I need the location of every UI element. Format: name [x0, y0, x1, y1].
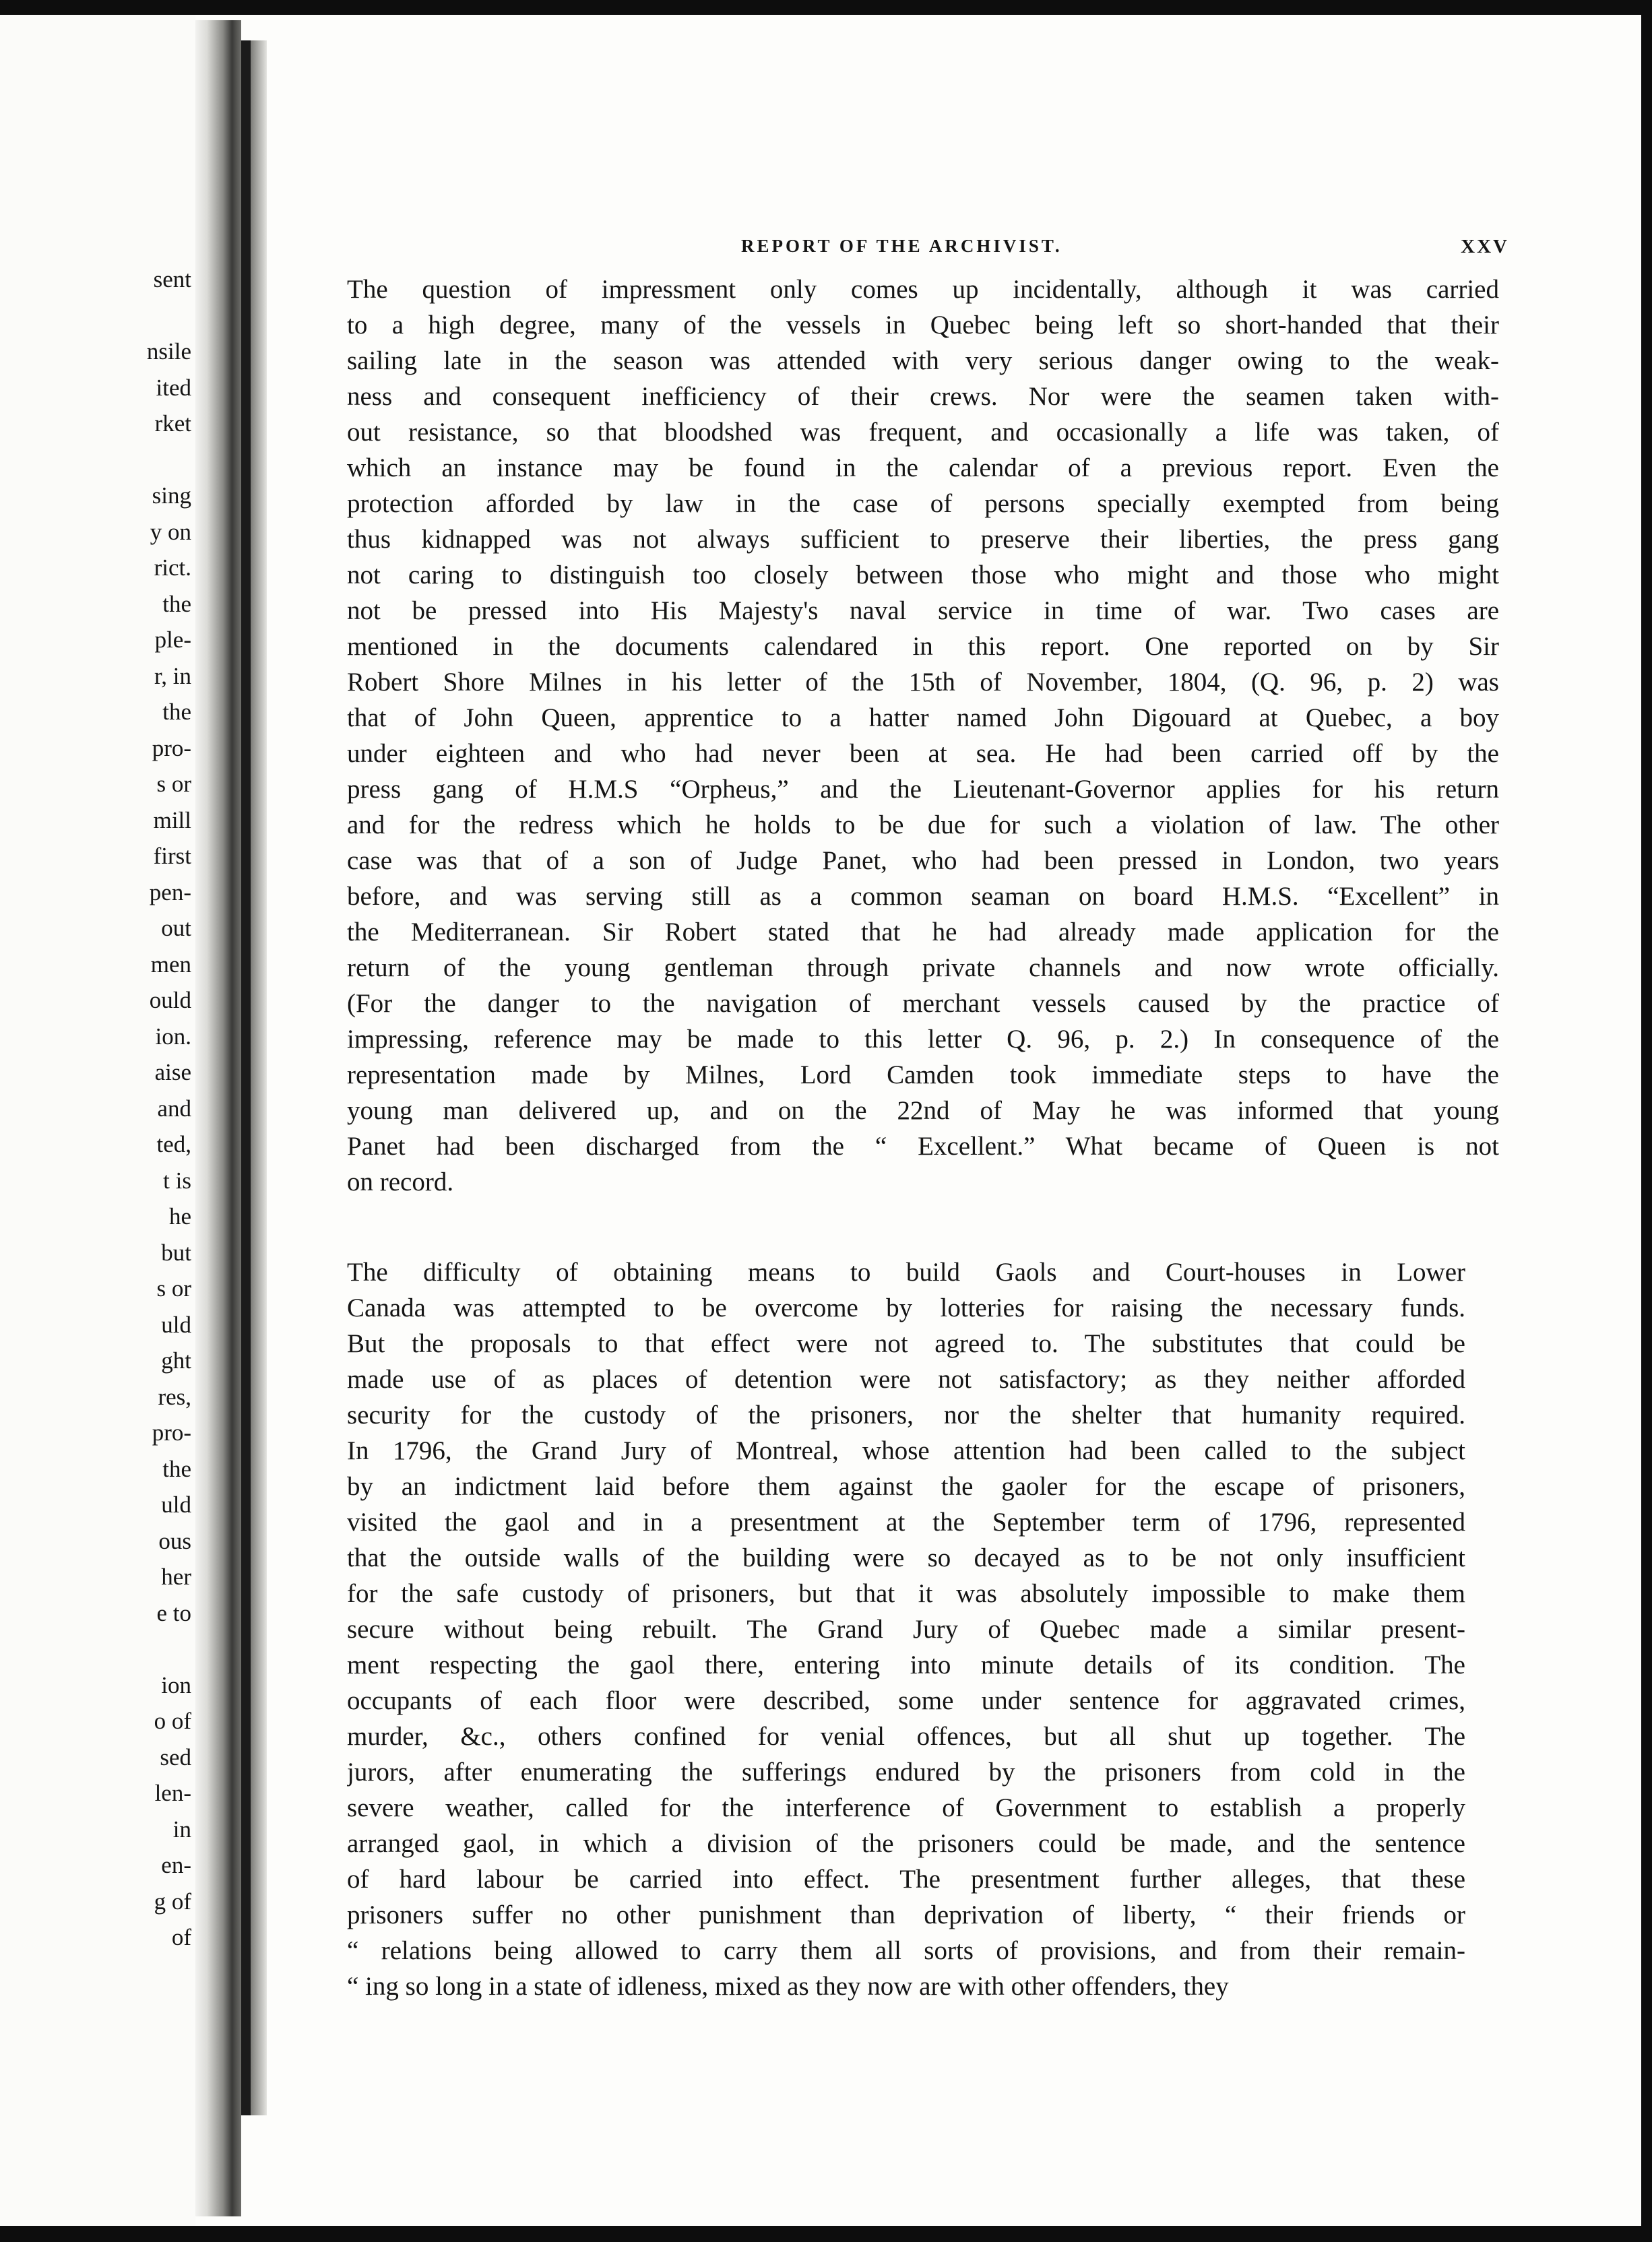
left-fragment-line: her [161, 1564, 191, 1590]
text-line: arranged gaol, in which a division of the prisoners could be made, and the sentence [347, 1829, 1465, 1858]
left-fragment-line: e to [156, 1599, 191, 1626]
text-line: under eighteen and who had never been at sea. He had been carried off by the [347, 739, 1499, 768]
text-line: ment respecting the gaol there, entering into minute details of its condition. The [347, 1651, 1465, 1679]
text-line: case was that of a son of Judge Panet, who had been pressed in London, two years [347, 846, 1499, 875]
left-fragment-line: rket [154, 410, 191, 437]
left-fragment-line: ght [161, 1347, 191, 1374]
text-line: ness and consequent inefficiency of their crews. Nor were the seamen taken with- [347, 382, 1499, 411]
left-fragment-line: the [162, 699, 191, 725]
left-fragment-line: ion [161, 1671, 191, 1698]
text-line: jurors, after enumerating the sufferings endured by the prisoners from cold in the [347, 1758, 1465, 1787]
text-line: the Mediterranean. Sir Robert stated that he had already made application for the [347, 918, 1499, 947]
left-fragment-line: o of [154, 1708, 191, 1734]
left-fragment-line: nsile [146, 338, 191, 364]
left-fragment-line: sed [160, 1743, 191, 1770]
text-line: protection afforded by law in the case of persons specially exempted from being [347, 489, 1499, 518]
left-fragment-line: of [171, 1924, 191, 1950]
page-header [741, 236, 1509, 269]
text-line: occupants of each floor were described, some under sentence for aggravated crimes, [347, 1686, 1465, 1715]
text-line: But the proposals to that effect were not agreed to. The substitutes that could be [347, 1329, 1465, 1358]
text-line: press gang of H.M.S “Orpheus,” and the Lieutenant-Governor applies for his return [347, 775, 1499, 804]
text-line: The question of impressment only comes up incidentally, although it was carried [347, 275, 1499, 304]
text-line: murder, &c., others confined for venial offences, but all shut up together. The [347, 1722, 1465, 1751]
text-line: not be pressed into His Majesty's naval service in time of war. Two cases are [347, 596, 1499, 625]
text-line: impressing, reference may be made to this letter Q. 96, p. 2.) In consequence of the [347, 1025, 1499, 1054]
text-line: secure without being rebuilt. The Grand Jury of Quebec made a similar present- [347, 1615, 1465, 1644]
left-fragment-line: ple- [154, 627, 191, 653]
left-fragment-line: men [150, 951, 191, 978]
text-line: on record. [347, 1167, 454, 1196]
left-fragment-line: t is [163, 1167, 191, 1194]
text-line: to a high degree, many of the vessels in Quebec being left so short-handed that their [347, 311, 1499, 340]
left-fragment-line: ous [158, 1527, 191, 1554]
left-fragment-line: and [157, 1095, 191, 1122]
text-line: by an indictment laid before them against the gaoler for the escape of prisoners, [347, 1472, 1465, 1501]
paragraph-impressment [347, 271, 1499, 1200]
left-fragment-line: ted, [156, 1131, 191, 1157]
text-line: for the safe custody of prisoners, but that it was absolutely impossible to make them [347, 1579, 1465, 1608]
page-number: XXV [1461, 236, 1509, 257]
left-fragment-line: pro- [152, 1419, 191, 1446]
left-fragment-line: ion. [155, 1023, 191, 1050]
text-line: which an instance may be found in the calendar of a previous report. Even the [347, 453, 1499, 482]
text-line: not caring to distinguish too closely between those who might and those who might [347, 560, 1499, 589]
scan-border-top [0, 0, 1652, 15]
left-fragment-line: len- [154, 1780, 191, 1806]
text-line: Canada was attempted to be overcome by lotteries for raising the necessary funds. [347, 1293, 1465, 1322]
left-fragment-line: r, in [154, 662, 191, 689]
left-fragment-line: y on [150, 518, 191, 545]
left-fragment-line: out [161, 915, 191, 941]
left-fragment-line [0, 1631, 195, 1667]
left-fragment-line: sing [152, 482, 191, 509]
left-fragment-line: s or [156, 1275, 191, 1302]
text-line: prisoners suffer no other punishment than deprivation of liberty, “ their friends or [347, 1900, 1465, 1929]
text-line: that the outside walls of the building were so decayed as to be not only insufficient [347, 1543, 1465, 1572]
text-line: (For the danger to the navigation of merchant vessels caused by the practice of [347, 989, 1499, 1018]
text-line: “ ing so long in a state of idleness, mixed as they now are with other offenders, they [347, 1972, 1229, 2001]
left-fragment-line [0, 298, 195, 334]
book-gutter-shadow [195, 20, 241, 2216]
left-page-text-fragments [0, 261, 195, 1956]
book-binding-edge [241, 40, 251, 2115]
book-binding-shade [251, 40, 267, 2115]
left-fragment-line: mill [153, 806, 191, 833]
text-line: The difficulty of obtaining means to build Gaols and Court-houses in Lower [347, 1258, 1465, 1287]
text-line: mentioned in the documents calendared in this report. One reported on by Sir [347, 632, 1499, 661]
scan-border-bottom [0, 2226, 1652, 2242]
text-line: “ relations being allowed to carry them all sorts of provisions, and from their remain- [347, 1936, 1465, 1965]
text-line: thus kidnapped was not always sufficient to preserve their liberties, the press gang [347, 525, 1499, 554]
left-fragment-line: rict. [154, 554, 191, 581]
text-line: return of the young gentleman through private channels and now wrote officially. [347, 953, 1499, 982]
scan-border-right [1641, 0, 1652, 2242]
text-line: before, and was serving still as a common seaman on board H.M.S. “Excellent” in [347, 882, 1499, 911]
text-line: In 1796, the Grand Jury of Montreal, whose attention had been called to the subject [347, 1436, 1465, 1465]
left-fragment-line: uld [161, 1311, 191, 1338]
text-line: and for the redress which he holds to be due for such a violation of law. The other [347, 810, 1499, 839]
text-line: of hard labour be carried into effect. The presentment further alleges, that these [347, 1865, 1465, 1894]
text-line: out resistance, so that bloodshed was frequent, and occasionally a life was taken, of [347, 418, 1499, 447]
text-line: security for the custody of the prisoners, nor the shelter that humanity required. [347, 1401, 1465, 1430]
left-fragment-line: the [162, 590, 191, 617]
left-fragment-line: s or [156, 771, 191, 797]
left-fragment-line [0, 442, 195, 478]
text-line: young man delivered up, and on the 22nd of May he was informed that young [347, 1096, 1499, 1125]
left-fragment-line: in [172, 1816, 191, 1843]
text-line: visited the gaol and in a presentment at the September term of 1796, represented [347, 1508, 1465, 1537]
text-line: Robert Shore Milnes in his letter of the 15th of November, 1804, (Q. 96, p. 2) was [347, 668, 1499, 697]
left-facing-page [0, 0, 195, 2242]
text-line: severe weather, called for the interference of Government to establish a properly [347, 1793, 1465, 1822]
left-fragment-line: pen- [149, 878, 191, 905]
running-head: REPORT OF THE ARCHIVIST. [741, 236, 1062, 256]
left-fragment-line: uld [161, 1492, 191, 1518]
text-line: made use of as places of detention were not satisfactory; as they neither afforded [347, 1365, 1465, 1394]
paragraph-gaols [347, 1254, 1465, 2004]
left-fragment-line: ould [149, 987, 191, 1013]
left-fragment-line: but [161, 1239, 191, 1266]
text-line: sailing late in the season was attended with very serious danger owing to the weak- [347, 346, 1499, 375]
left-fragment-line: the [162, 1455, 191, 1482]
left-fragment-line: he [168, 1203, 191, 1229]
left-fragment-line: sent [153, 266, 191, 292]
left-fragment-line: ited [156, 374, 191, 401]
text-line: Panet had been discharged from the “ Excellent.” What became of Queen is not [347, 1132, 1499, 1161]
left-fragment-line: res, [158, 1383, 191, 1410]
text-line: that of John Queen, apprentice to a hatter named John Digouard at Quebec, a boy [347, 703, 1499, 732]
left-fragment-line: en- [161, 1852, 191, 1878]
left-fragment-line: aise [154, 1059, 191, 1085]
left-fragment-line: pro- [152, 734, 191, 761]
text-line: representation made by Milnes, Lord Camden took immediate steps to have the [347, 1060, 1499, 1089]
left-fragment-line: g of [154, 1888, 191, 1915]
left-fragment-line: first [153, 843, 191, 869]
